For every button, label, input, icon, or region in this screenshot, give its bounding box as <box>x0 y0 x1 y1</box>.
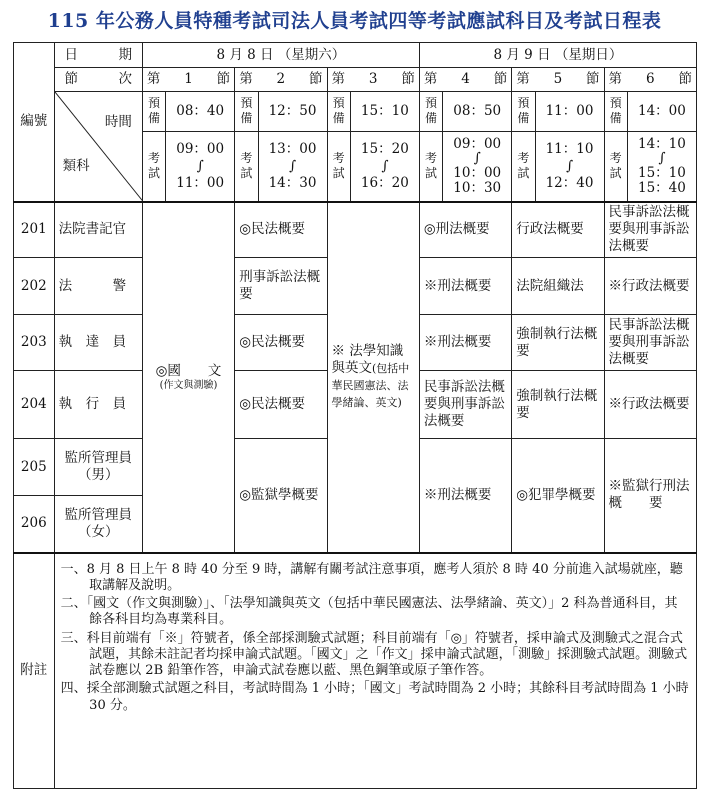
prep-time-6: 14：00 <box>627 92 696 132</box>
note-item: 一、8 月 8 日上午 8 時 40 分至 9 時，講解有關考試注意事項，應考人須於 8 時 40 分前進入試場就座，聽取講解及說明。 <box>60 561 683 593</box>
subject-cell: ※行政法概要 <box>604 371 696 439</box>
prep-label: 預備 <box>517 96 530 125</box>
exam-time-4: 09：00 ∫ 10：00 10：30 <box>443 132 512 202</box>
prep-time-1: 08：40 <box>166 92 235 132</box>
subject-cell: ※刑法概要 <box>419 439 511 553</box>
note-item: 三、科目前端有「※」符號者，係全部採測驗式試題；科目前端有「◎」符號者，採申論式及測驗式之混合式試題，其餘未註記者均採申論式試題。「國文」之「作文」採申論式試題，「測驗」採測驗式試題。測驗式試卷應以 2B 鉛筆作答，申論式試卷應以藍、黑色鋼筆或原子筆作答。 <box>60 630 688 678</box>
exam-schedule-table <box>13 42 697 789</box>
subject-cell: 民事訴訟法概要與刑事訴訟法概要 <box>419 371 511 439</box>
period-1-header: 第 1 節 <box>142 68 234 92</box>
subject-cell: ◎民法概要 <box>235 315 327 371</box>
time-label: 時間 <box>104 114 132 130</box>
subject-cell: 強制執行法概 要 <box>512 315 604 371</box>
common-subject-chinese: ◎國 文 (作文與測驗) <box>142 202 234 553</box>
prep-time-5: 11：00 <box>535 92 604 132</box>
day2-header: 8 月 9 日 （星期日） <box>419 43 696 68</box>
prep-label: 預備 <box>609 96 622 125</box>
subject-cell: 刑事訴訟法概 要 <box>235 258 327 315</box>
session-label: 節 次 <box>54 68 142 92</box>
exam-label: 考試 <box>517 151 530 180</box>
row-number: 201 <box>14 202 55 258</box>
row-category: 法 警 <box>54 258 142 315</box>
period-3-header: 第 3 節 <box>327 68 419 92</box>
prep-label: 預備 <box>148 96 161 125</box>
subject-cell: ◎民法概要 <box>235 202 327 258</box>
exam-label: 考試 <box>240 151 253 180</box>
subject-label: 類科 <box>62 157 90 174</box>
period-4-header: 第 4 節 <box>419 68 511 92</box>
row-category: 監所管理員（男） <box>54 439 142 496</box>
subject-cell: 強制執行法概 要 <box>512 371 604 439</box>
subject-cell: 行政法概要 <box>512 202 604 258</box>
row-number: 206 <box>14 496 55 553</box>
day1-header: 8 月 8 日 （星期六） <box>142 43 419 68</box>
subject-cell: ※刑法概要 <box>419 315 511 371</box>
time-subject-diagonal-header <box>54 92 142 202</box>
exam-label: 考試 <box>425 151 438 180</box>
exam-time-5: 11：10 ∫ 12：40 <box>535 132 604 202</box>
exam-label: 考試 <box>609 151 622 180</box>
note-item: 四、採全部測驗式試題之科目，考試時間為 1 小時；「國文」考試時間為 2 小時；其餘科目考試時間為 1 小時 30 分。 <box>60 681 689 713</box>
subject-cell: 民事訴訟法概要與刑事訴訟法概要 <box>604 315 696 371</box>
subject-cell: ◎監獄學概要 <box>235 439 327 553</box>
subject-cell: ※監獄行刑法概 要 <box>604 439 696 553</box>
subject-cell: 民事訴訟法概要與刑事訴訟法概要 <box>604 202 696 258</box>
row-number: 202 <box>14 258 55 315</box>
exam-label: 考試 <box>332 151 345 180</box>
row-number: 203 <box>14 315 55 371</box>
row-category: 法院書記官 <box>54 202 142 258</box>
row-number: 205 <box>14 439 55 496</box>
exam-time-1: 09：00 ∫ 11：00 <box>166 132 235 202</box>
subject-cell: ◎刑法概要 <box>419 202 511 258</box>
prep-time-2: 12：50 <box>258 92 327 132</box>
table-row <box>14 202 697 258</box>
period-6-header: 第 6 節 <box>604 68 696 92</box>
subject-cell: ◎民法概要 <box>235 371 327 439</box>
prep-label: 預備 <box>425 96 438 125</box>
prep-time-4: 08：50 <box>443 92 512 132</box>
row-category: 執 行 員 <box>54 371 142 439</box>
subject-cell: 法院組織法 <box>512 258 604 315</box>
subject-cell: ◎犯罪學概要 <box>512 439 604 553</box>
period-2-header: 第 2 節 <box>235 68 327 92</box>
subject-cell: ※行政法概要 <box>604 258 696 315</box>
exam-time-6: 14：10 ∫ 15：10 15：40 <box>627 132 696 202</box>
date-label: 日 期 <box>54 43 142 68</box>
period-5-header: 第 5 節 <box>512 68 604 92</box>
prep-label: 預備 <box>240 96 253 125</box>
page-title: 115 年公務人員特種考試司法人員考試四等考試應試科目及考試日程表 <box>47 10 662 32</box>
number-header: 編號 <box>14 43 55 202</box>
row-number: 204 <box>14 371 55 439</box>
note-item: 二、「國文（作文與測驗）」、「法學知識與英文（包括中華民國憲法、法學緒論、英文）」2 科為普通科目，其餘各科目均為專業科目。 <box>60 596 678 628</box>
notes-label: 附註 <box>14 553 55 789</box>
common-subject-law-english: ※ 法學知識與英文(包括中華民國憲法、法學緒論、英文) <box>327 202 419 553</box>
exam-time-2: 13：00 ∫ 14：30 <box>258 132 327 202</box>
subject-cell: ※刑法概要 <box>419 258 511 315</box>
row-category: 監所管理員（女） <box>54 496 142 553</box>
exam-time-3: 15：20 ∫ 16：20 <box>350 132 419 202</box>
prep-time-3: 15：10 <box>350 92 419 132</box>
prep-label: 預備 <box>332 96 345 125</box>
row-category: 執 達 員 <box>54 315 142 371</box>
notes-body <box>54 553 696 789</box>
exam-label: 考試 <box>148 151 161 180</box>
